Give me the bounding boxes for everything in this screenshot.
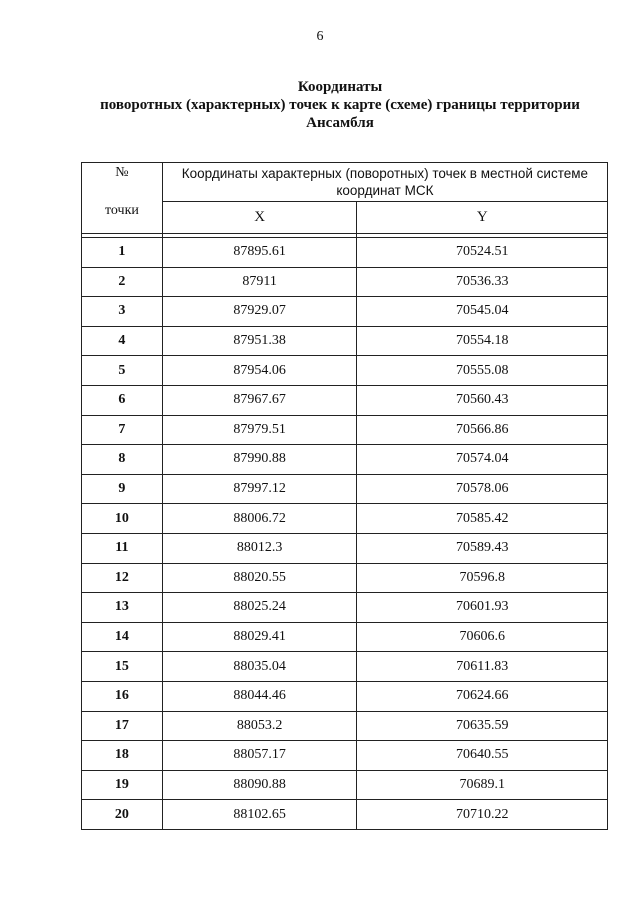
- header-coordinates-group: Координаты характерных (поворотных) точек в местной системе координат МСК: [162, 163, 607, 202]
- x-coordinate-cell: 87895.61: [162, 238, 357, 268]
- x-coordinate-cell: 87997.12: [162, 474, 357, 504]
- x-coordinate-cell: 88057.17: [162, 741, 357, 771]
- point-number-cell: 18: [82, 741, 163, 771]
- x-coordinate-cell: 87979.51: [162, 415, 357, 445]
- y-coordinate-cell: 70574.04: [357, 445, 608, 475]
- y-coordinate-cell: 70536.33: [357, 267, 608, 297]
- x-coordinate-cell: 87911: [162, 267, 357, 297]
- table-row: [82, 681, 608, 711]
- point-number-cell: 4: [82, 326, 163, 356]
- title-line-3: Ансамбля: [306, 115, 374, 131]
- point-number-cell: 9: [82, 474, 163, 504]
- x-coordinate-cell: 87954.06: [162, 356, 357, 386]
- point-number-cell: 7: [82, 415, 163, 445]
- table-row: [82, 593, 608, 623]
- table-row: [82, 504, 608, 534]
- header-x: X: [162, 202, 357, 234]
- x-coordinate-cell: 87951.38: [162, 326, 357, 356]
- x-coordinate-cell: 88053.2: [162, 711, 357, 741]
- y-coordinate-cell: 70601.93: [357, 593, 608, 623]
- y-coordinate-cell: 70689.1: [357, 770, 608, 800]
- table-row: [82, 800, 608, 830]
- header-number-symbol: №: [115, 165, 129, 180]
- table-row: [82, 563, 608, 593]
- table-row: [82, 533, 608, 563]
- x-coordinate-cell: 87929.07: [162, 297, 357, 327]
- y-coordinate-cell: 70555.08: [357, 356, 608, 386]
- table-row: [82, 385, 608, 415]
- point-number-cell: 2: [82, 267, 163, 297]
- y-coordinate-cell: 70589.43: [357, 533, 608, 563]
- coordinates-table: [81, 162, 608, 830]
- x-coordinate-cell: 88006.72: [162, 504, 357, 534]
- y-coordinate-cell: 70640.55: [357, 741, 608, 771]
- point-number-cell: 19: [82, 770, 163, 800]
- point-number-cell: 11: [82, 533, 163, 563]
- point-number-cell: 17: [82, 711, 163, 741]
- table-row: [82, 267, 608, 297]
- point-number-cell: 10: [82, 504, 163, 534]
- x-coordinate-cell: 88020.55: [162, 563, 357, 593]
- x-coordinate-cell: 88044.46: [162, 681, 357, 711]
- y-coordinate-cell: 70635.59: [357, 711, 608, 741]
- y-coordinate-cell: 70524.51: [357, 238, 608, 268]
- x-coordinate-cell: 87990.88: [162, 445, 357, 475]
- y-coordinate-cell: 70578.06: [357, 474, 608, 504]
- point-number-cell: 3: [82, 297, 163, 327]
- point-number-cell: 5: [82, 356, 163, 386]
- x-coordinate-cell: 88029.41: [162, 622, 357, 652]
- y-coordinate-cell: 70585.42: [357, 504, 608, 534]
- table-row: [82, 326, 608, 356]
- table-row: [82, 474, 608, 504]
- table-row: [82, 622, 608, 652]
- x-coordinate-cell: 88025.24: [162, 593, 357, 623]
- y-coordinate-cell: 70710.22: [357, 800, 608, 830]
- header-number-word: точки: [104, 203, 139, 218]
- table-row: [82, 741, 608, 771]
- table-row: [82, 297, 608, 327]
- y-coordinate-cell: 70606.6: [357, 622, 608, 652]
- header-y: Y: [357, 202, 608, 234]
- table-row: [82, 770, 608, 800]
- header-point-number: [82, 163, 163, 234]
- title-line-1: Координаты: [297, 79, 383, 95]
- x-coordinate-cell: 88012.3: [162, 533, 357, 563]
- y-coordinate-cell: 70596.8: [357, 563, 608, 593]
- point-number-cell: 8: [82, 445, 163, 475]
- x-coordinate-cell: 88102.65: [162, 800, 357, 830]
- table-row: [82, 711, 608, 741]
- y-coordinate-cell: 70624.66: [357, 681, 608, 711]
- y-coordinate-cell: 70611.83: [357, 652, 608, 682]
- point-number-cell: 12: [82, 563, 163, 593]
- table-row: [82, 356, 608, 386]
- point-number-cell: 16: [82, 681, 163, 711]
- y-coordinate-cell: 70566.86: [357, 415, 608, 445]
- table-row: [82, 238, 608, 268]
- point-number-cell: 20: [82, 800, 163, 830]
- y-coordinate-cell: 70545.04: [357, 297, 608, 327]
- table-row: [82, 415, 608, 445]
- y-coordinate-cell: 70554.18: [357, 326, 608, 356]
- point-number-cell: 13: [82, 593, 163, 623]
- point-number-cell: 15: [82, 652, 163, 682]
- point-number-cell: 1: [82, 238, 163, 268]
- x-coordinate-cell: 88090.88: [162, 770, 357, 800]
- page-number: 6: [316, 29, 324, 44]
- title-line-2: поворотных (характерных) точек к карте (схеме) границы территории: [100, 97, 580, 113]
- y-coordinate-cell: 70560.43: [357, 385, 608, 415]
- point-number-cell: 14: [82, 622, 163, 652]
- table-row: [82, 652, 608, 682]
- x-coordinate-cell: 88035.04: [162, 652, 357, 682]
- table-row: [82, 445, 608, 475]
- document-title: [60, 78, 620, 132]
- x-coordinate-cell: 87967.67: [162, 385, 357, 415]
- point-number-cell: 6: [82, 385, 163, 415]
- table-body: [82, 238, 608, 830]
